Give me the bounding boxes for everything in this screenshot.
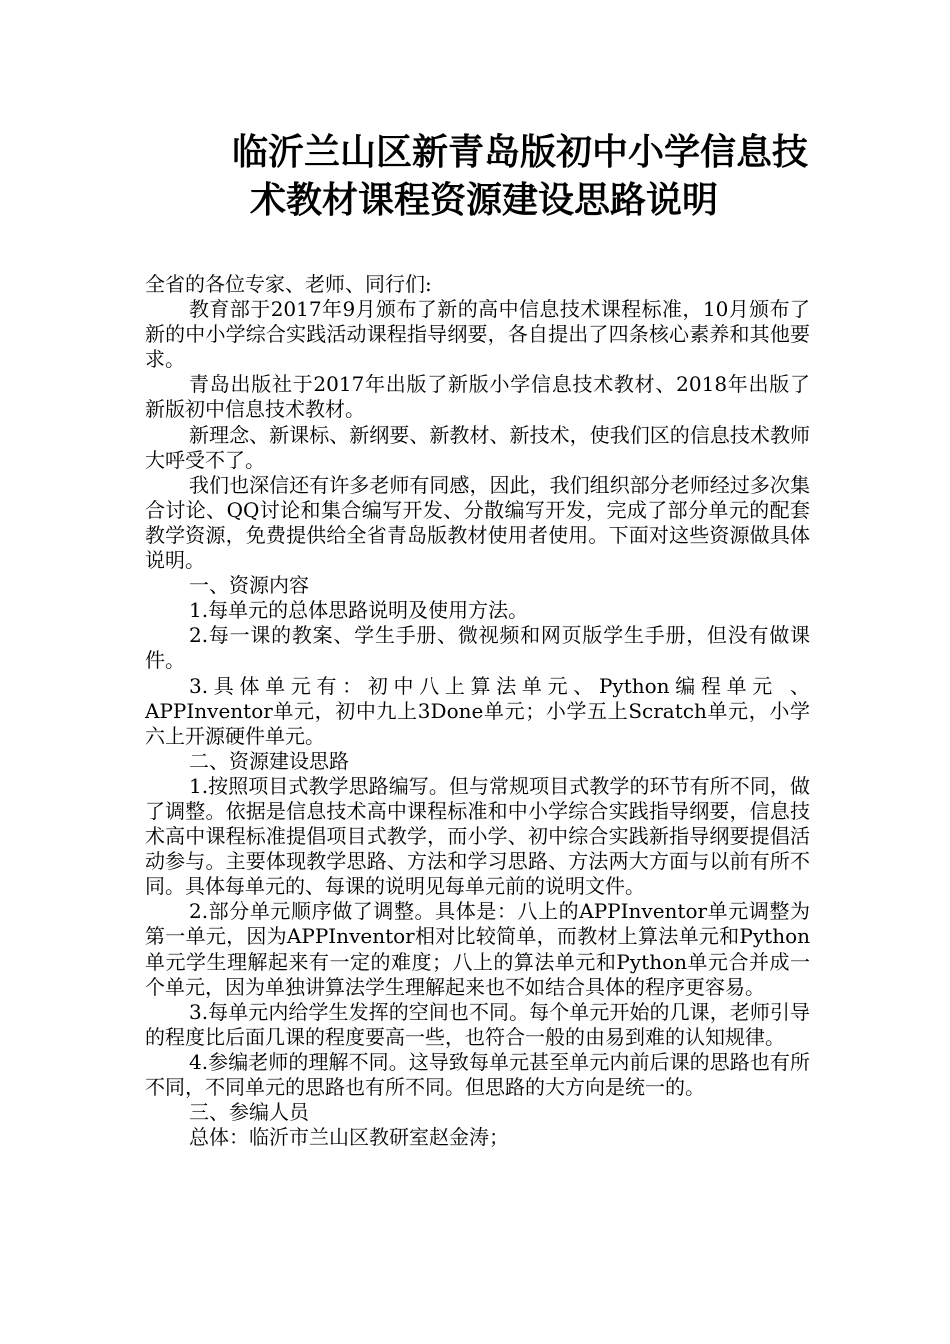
paragraph-new-concepts: 新理念、新课标、新纲要、新教材、新技术，使我们区的信息技术教师大呼受不了。 [145, 422, 810, 472]
paragraph-publisher: 青岛出版社于2017年出版了新版小学信息技术教材、2018年出版了新版初中信息技术教材。 [145, 372, 810, 422]
section-heading-approach: 二、资源建设思路 [189, 748, 349, 773]
list-item: 1.按照项目式教学思路编写。但与常规项目式教学的环节有所不同，做了调整。依据是信息技术高中课程标准和中小学综合实践指导纲要，信息技术高中课程标准提倡项目式教学，而小学、初中综合实践新指导纲要提倡活动参与。主要体现教学思路、方法和学习思路、方法两大方面与以前有所不同。具体每单元的、每课的说明见每单元前的说明文件。 [145, 773, 810, 899]
list-item: 2.部分单元顺序做了调整。具体是：八上的APPInventor单元调整为第一单元，因为APPInventor相对比较简单，而教材上算法单元和Python单元学生理解起来有一定的难度；八上的算法单元和Python单元合并成一个单元，因为单独讲算法学生理解起来也不如结合具体的程序更容易。 [145, 899, 810, 999]
list-item: 总体：临沂市兰山区教研室赵金涛； [189, 1125, 509, 1150]
document-body [145, 272, 810, 1150]
document-title [0, 128, 950, 224]
list-item: 2.每一课的教案、学生手册、微视频和网页版学生手册，但没有做课件。 [145, 623, 810, 673]
list-item: 3.每单元内给学生发挥的空间也不同。每个单元开始的几课，老师引导的程度比后面几课的程度要高一些，也符合一般的由易到难的认知规律。 [145, 999, 810, 1049]
list-item: 4.参编老师的理解不同。这导致每单元甚至单元内前后课的思路也有所不同，不同单元的思路也有所不同。但思路的大方向是统一的。 [145, 1049, 810, 1099]
paragraph-organization: 我们也深信还有许多老师有同感，因此，我们组织部分老师经过多次集合讨论、QQ讨论和集合编写开发、分散编写开发，完成了部分单元的配套教学资源，免费提供给全省青岛版教材使用者使用。下面对这些资源做具体说明。 [145, 472, 810, 573]
title-line-2: 术教材课程资源建设思路说明 [250, 179, 719, 221]
list-item: 3.具体单元有：初中八上算法单元、Python编程单元 、APPInventor单元，初中九上3Done单元；小学五上Scratch单元，小学六上开源硬件单元。 [145, 673, 810, 748]
title-line-1: 临沂兰山区新青岛版初中小学信息技 [232, 131, 809, 173]
paragraph-curriculum-standard: 教育部于2017年9月颁布了新的高中信息技术课程标准，10月颁布了新的中小学综合实践活动课程指导纲要，各自提出了四条核心素养和其他要求。 [145, 297, 810, 372]
section-heading-contributors: 三、参编人员 [189, 1100, 309, 1125]
list-item: 1.每单元的总体思路说明及使用方法。 [189, 598, 529, 623]
salutation: 全省的各位专家、老师、同行们: [145, 272, 432, 296]
section-heading-resources: 一、资源内容 [189, 573, 309, 598]
